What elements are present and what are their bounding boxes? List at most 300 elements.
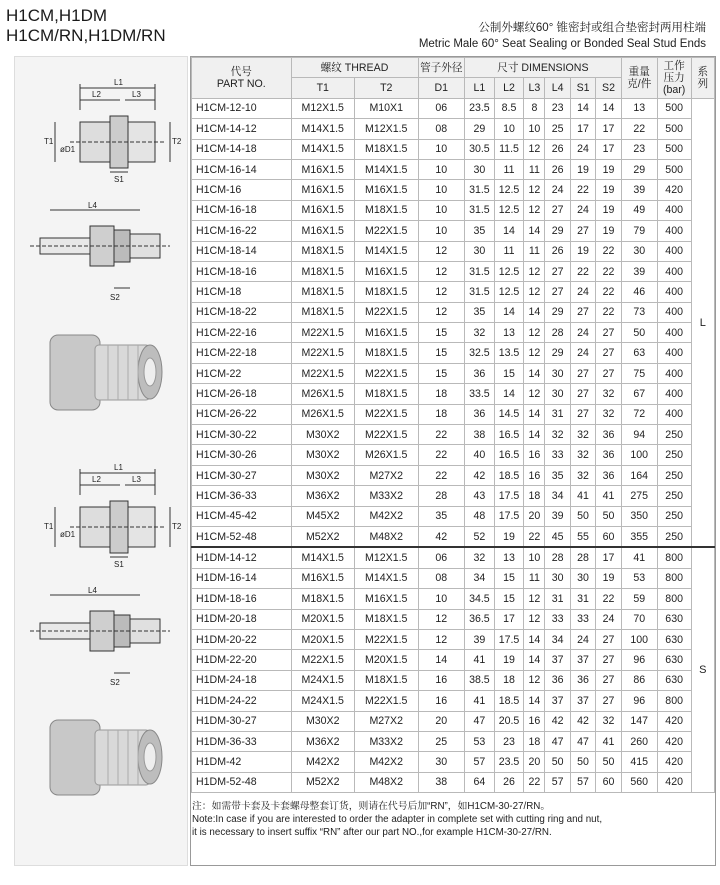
- table-cell: 08: [418, 568, 465, 588]
- table-cell: 64: [465, 772, 495, 792]
- table-cell: 24: [570, 139, 595, 159]
- table-cell: 15: [418, 323, 465, 343]
- part-no-cell: H1CM-22-16: [192, 323, 292, 343]
- table-cell: 47: [545, 731, 570, 751]
- table-cell: 73: [621, 302, 657, 322]
- table-cell: 14: [524, 650, 545, 670]
- part-no-cell: H1CM-16-18: [192, 200, 292, 220]
- table-cell: 500: [657, 119, 691, 139]
- table-cell: 19: [596, 200, 621, 220]
- table-cell: M30X2: [291, 425, 355, 445]
- table-row: [192, 670, 715, 690]
- table-cell: 32.5: [465, 343, 495, 363]
- label-s1: S1: [114, 175, 124, 184]
- table-cell: 16: [524, 465, 545, 485]
- table-cell: 25: [418, 731, 465, 751]
- table-cell: 48: [465, 506, 495, 526]
- table-cell: M16X1.5: [291, 221, 355, 241]
- table-cell: 10: [524, 547, 545, 568]
- table-cell: 10: [418, 589, 465, 609]
- table-cell: 42: [465, 465, 495, 485]
- table-cell: 22: [524, 772, 545, 792]
- subtitle: [419, 20, 706, 52]
- table-cell: 24: [545, 180, 570, 200]
- table-cell: 37: [570, 650, 595, 670]
- table-cell: 19: [596, 180, 621, 200]
- series-cell: L: [691, 98, 714, 547]
- label-l2-b: L2: [92, 475, 101, 484]
- table-cell: 500: [657, 98, 691, 118]
- table-cell: 79: [621, 221, 657, 241]
- table-cell: 40: [465, 445, 495, 465]
- table-cell: 31: [570, 589, 595, 609]
- table-cell: 50: [570, 752, 595, 772]
- table-cell: M20X1.5: [355, 650, 419, 670]
- table-cell: M14X1.5: [291, 119, 355, 139]
- h1cm-dimension-drawing: [20, 70, 180, 190]
- table-cell: 400: [657, 363, 691, 383]
- table-cell: 24: [596, 609, 621, 629]
- table-cell: 630: [657, 650, 691, 670]
- note-cn: 注：如需带卡套及卡套螺母整套订货，则请在代号后加“RN”，如H1CM-30-27/RN。: [192, 801, 551, 812]
- table-cell: 16: [524, 445, 545, 465]
- table-cell: 47: [570, 731, 595, 751]
- table-cell: 30: [545, 568, 570, 588]
- table-cell: M16X1.5: [355, 589, 419, 609]
- table-cell: 15: [418, 363, 465, 383]
- table-cell: 53: [465, 731, 495, 751]
- table-cell: 15: [494, 589, 524, 609]
- table-cell: M18X1.5: [355, 609, 419, 629]
- table-cell: 20: [418, 711, 465, 731]
- header-l2: L2: [494, 78, 524, 98]
- table-cell: M22X1.5: [355, 302, 419, 322]
- table-cell: 27: [596, 650, 621, 670]
- table-cell: 35: [418, 506, 465, 526]
- header-part-en: PART NO.: [216, 77, 266, 90]
- part-no-cell: H1DM-16-14: [192, 568, 292, 588]
- table-cell: 11: [494, 159, 524, 179]
- table-cell: 14: [524, 363, 545, 383]
- table-row: [192, 343, 715, 363]
- table-cell: M14X1.5: [355, 241, 419, 261]
- table-cell: M18X1.5: [291, 589, 355, 609]
- table-cell: 57: [570, 772, 595, 792]
- table-cell: 22: [596, 241, 621, 261]
- table-cell: 94: [621, 425, 657, 445]
- table-cell: 31.5: [465, 282, 495, 302]
- table-cell: 11: [524, 159, 545, 179]
- table-cell: 400: [657, 384, 691, 404]
- table-cell: 12: [418, 282, 465, 302]
- table-cell: 37: [570, 691, 595, 711]
- table-cell: 100: [621, 629, 657, 649]
- table-cell: 06: [418, 98, 465, 118]
- part-no-cell: H1CM-52-48: [192, 526, 292, 547]
- table-cell: M26X1.5: [291, 404, 355, 424]
- table-cell: 420: [657, 731, 691, 751]
- h1cm-product-photo: [20, 320, 180, 425]
- label-l3: L3: [132, 90, 141, 99]
- table-cell: 10: [418, 200, 465, 220]
- table-cell: 19: [596, 159, 621, 179]
- table-cell: M45X2: [291, 506, 355, 526]
- table-cell: 12: [418, 629, 465, 649]
- label-t1: T1: [44, 137, 54, 146]
- table-cell: 96: [621, 650, 657, 670]
- table-cell: 250: [657, 425, 691, 445]
- table-cell: M26X1.5: [291, 384, 355, 404]
- table-cell: 400: [657, 200, 691, 220]
- table-row: [192, 486, 715, 506]
- table-cell: 10: [524, 119, 545, 139]
- table-cell: M42X2: [355, 506, 419, 526]
- table-cell: M16X1.5: [291, 568, 355, 588]
- table-cell: 43: [465, 486, 495, 506]
- table-cell: 12: [524, 384, 545, 404]
- table-cell: 400: [657, 241, 691, 261]
- table-cell: 17: [596, 547, 621, 568]
- header-series-l2: 列: [697, 77, 709, 90]
- table-cell: 41: [570, 486, 595, 506]
- table-cell: 41: [596, 731, 621, 751]
- table-cell: 8.5: [494, 98, 524, 118]
- table-cell: 800: [657, 589, 691, 609]
- header-pressure-l1: 工作: [663, 59, 685, 72]
- table-cell: 67: [621, 384, 657, 404]
- table-cell: 37: [545, 650, 570, 670]
- table-row: [192, 465, 715, 485]
- table-cell: 27: [596, 629, 621, 649]
- part-no-cell: H1CM-12-10: [192, 98, 292, 118]
- table-cell: 06: [418, 547, 465, 568]
- table-row: [192, 200, 715, 220]
- table-cell: M16X1.5: [291, 159, 355, 179]
- h1dm-product-photo: [20, 705, 180, 810]
- table-cell: M22X1.5: [355, 363, 419, 383]
- table-cell: 22: [570, 261, 595, 281]
- table-cell: 17: [494, 609, 524, 629]
- table-cell: 14.5: [494, 404, 524, 424]
- table-cell: 275: [621, 486, 657, 506]
- table-cell: M33X2: [355, 486, 419, 506]
- table-cell: 36.5: [465, 609, 495, 629]
- h1dm-dimension-drawing: [20, 455, 180, 575]
- part-no-cell: H1DM-18-16: [192, 589, 292, 609]
- table-cell: 22: [596, 261, 621, 281]
- table-cell: 13: [621, 98, 657, 118]
- table-row: [192, 384, 715, 404]
- table-cell: 22: [524, 526, 545, 547]
- table-cell: 24: [570, 629, 595, 649]
- table-cell: 22: [621, 119, 657, 139]
- table-cell: 32: [465, 547, 495, 568]
- table-cell: 630: [657, 609, 691, 629]
- table-cell: 560: [621, 772, 657, 792]
- table-cell: 22: [418, 465, 465, 485]
- part-no-cell: H1DM-20-18: [192, 609, 292, 629]
- table-cell: 15: [494, 363, 524, 383]
- table-cell: 50: [596, 506, 621, 526]
- table-cell: 29: [545, 343, 570, 363]
- table-cell: 10: [418, 221, 465, 241]
- table-cell: M18X1.5: [291, 261, 355, 281]
- table-cell: M18X1.5: [291, 282, 355, 302]
- table-cell: M16X1.5: [355, 323, 419, 343]
- table-cell: 60: [596, 526, 621, 547]
- label-t2-b: T2: [172, 522, 182, 531]
- header-series: [691, 58, 714, 99]
- header-part-no: [192, 58, 292, 99]
- table-cell: 41: [465, 650, 495, 670]
- header-weight-l2: 克/件: [627, 77, 652, 90]
- table-cell: 86: [621, 670, 657, 690]
- table-cell: 50: [596, 752, 621, 772]
- table-cell: 630: [657, 629, 691, 649]
- table-cell: 400: [657, 343, 691, 363]
- table-cell: M12X1.5: [355, 119, 419, 139]
- table-cell: 20: [524, 506, 545, 526]
- table-cell: 42: [545, 711, 570, 731]
- table-cell: 36: [596, 465, 621, 485]
- table-cell: 250: [657, 486, 691, 506]
- header-pressure-l2: 压力: [663, 71, 685, 84]
- table-cell: 19: [596, 568, 621, 588]
- table-cell: 34: [465, 568, 495, 588]
- table-cell: 17: [596, 139, 621, 159]
- table-cell: 350: [621, 506, 657, 526]
- table-cell: 36: [596, 445, 621, 465]
- table-cell: 39: [545, 506, 570, 526]
- table-row: [192, 650, 715, 670]
- table-cell: 53: [621, 568, 657, 588]
- table-cell: 50: [570, 506, 595, 526]
- note-en-line2: it is necessary to insert suffix “RN” after our part NO.,for example H1CM-30-27/RN.: [192, 827, 552, 838]
- table-row: [192, 363, 715, 383]
- table-cell: 18.5: [494, 691, 524, 711]
- table-cell: 800: [657, 568, 691, 588]
- table-cell: 355: [621, 526, 657, 547]
- table-cell: M22X1.5: [355, 221, 419, 241]
- table-cell: 30: [465, 159, 495, 179]
- table-cell: 23: [545, 98, 570, 118]
- table-cell: 45: [545, 526, 570, 547]
- table-cell: 41: [621, 547, 657, 568]
- table-cell: M16X1.5: [355, 261, 419, 281]
- table-row: [192, 425, 715, 445]
- table-cell: 31: [545, 404, 570, 424]
- table-cell: 23: [494, 731, 524, 751]
- header-weight-l1: 重量: [628, 65, 650, 78]
- table-cell: 32: [596, 711, 621, 731]
- table-cell: 26: [545, 139, 570, 159]
- table-cell: 30: [545, 384, 570, 404]
- table-cell: 33: [545, 609, 570, 629]
- table-cell: M12X1.5: [291, 98, 355, 118]
- table-cell: 30: [418, 752, 465, 772]
- table-cell: 32: [596, 404, 621, 424]
- spec-table-body: [192, 98, 715, 792]
- table-cell: M14X1.5: [291, 547, 355, 568]
- table-cell: 34: [545, 486, 570, 506]
- table-cell: M16X1.5: [291, 200, 355, 220]
- table-cell: M12X1.5: [355, 547, 419, 568]
- table-cell: 24: [570, 343, 595, 363]
- table-row: [192, 261, 715, 281]
- table-cell: 30: [545, 363, 570, 383]
- table-cell: 18: [418, 384, 465, 404]
- table-cell: 32: [570, 445, 595, 465]
- table-cell: 12: [524, 589, 545, 609]
- table-cell: M18X1.5: [291, 241, 355, 261]
- table-cell: M20X1.5: [291, 609, 355, 629]
- table-cell: 11: [524, 241, 545, 261]
- table-row: [192, 119, 715, 139]
- table-row: [192, 302, 715, 322]
- table-row: [192, 404, 715, 424]
- table-cell: M14X1.5: [291, 139, 355, 159]
- table-cell: 29: [465, 119, 495, 139]
- part-no-cell: H1DM-22-20: [192, 650, 292, 670]
- table-cell: M48X2: [355, 526, 419, 547]
- table-cell: 420: [657, 711, 691, 731]
- table-cell: 47: [465, 711, 495, 731]
- label-l4: L4: [88, 201, 97, 210]
- part-no-cell: H1CM-16-22: [192, 221, 292, 241]
- spec-table-container: [190, 56, 716, 866]
- table-cell: 17.5: [494, 486, 524, 506]
- table-cell: M30X2: [291, 445, 355, 465]
- table-cell: 12: [524, 609, 545, 629]
- table-cell: 50: [545, 752, 570, 772]
- header-l3: L3: [524, 78, 545, 98]
- table-cell: 35: [545, 465, 570, 485]
- table-cell: 11: [494, 241, 524, 261]
- part-no-cell: H1CM-26-18: [192, 384, 292, 404]
- table-cell: 19: [494, 526, 524, 547]
- table-cell: M22X1.5: [355, 404, 419, 424]
- table-row: [192, 282, 715, 302]
- table-row: [192, 731, 715, 751]
- subtitle-en: Metric Male 60° Seat Sealing or Bonded Seal Stud Ends: [418, 38, 706, 50]
- table-cell: 23: [621, 139, 657, 159]
- table-cell: 12.5: [494, 261, 524, 281]
- table-cell: M18X1.5: [355, 670, 419, 690]
- part-no-cell: H1CM-18: [192, 282, 292, 302]
- table-cell: 19: [494, 650, 524, 670]
- header-tube-od: 管子外径: [418, 58, 465, 78]
- page-title: [6, 6, 166, 46]
- table-cell: M22X1.5: [355, 629, 419, 649]
- header-t2: T2: [355, 78, 419, 98]
- part-no-cell: H1DM-20-22: [192, 629, 292, 649]
- table-cell: 17.5: [494, 629, 524, 649]
- part-no-cell: H1CM-26-22: [192, 404, 292, 424]
- table-cell: 30: [465, 241, 495, 261]
- table-cell: M22X1.5: [355, 425, 419, 445]
- table-cell: 32: [465, 323, 495, 343]
- table-cell: 18: [524, 486, 545, 506]
- part-no-cell: H1CM-18-22: [192, 302, 292, 322]
- table-cell: 420: [657, 752, 691, 772]
- part-no-cell: H1DM-52-48: [192, 772, 292, 792]
- table-cell: 08: [418, 119, 465, 139]
- table-cell: 32: [570, 425, 595, 445]
- table-cell: 29: [621, 159, 657, 179]
- table-cell: 22: [570, 180, 595, 200]
- table-cell: 800: [657, 547, 691, 568]
- table-cell: 14: [494, 384, 524, 404]
- table-cell: 39: [621, 180, 657, 200]
- table-cell: M27X2: [355, 465, 419, 485]
- table-cell: M33X2: [355, 731, 419, 751]
- part-no-cell: H1CM-14-18: [192, 139, 292, 159]
- table-cell: 96: [621, 691, 657, 711]
- table-cell: 36: [596, 425, 621, 445]
- table-cell: 26: [545, 159, 570, 179]
- table-cell: 35: [465, 302, 495, 322]
- table-cell: 24: [570, 200, 595, 220]
- table-row: [192, 772, 715, 792]
- table-cell: 41: [465, 691, 495, 711]
- table-cell: 31.5: [465, 180, 495, 200]
- table-cell: 28: [545, 547, 570, 568]
- label-t2: T2: [172, 137, 182, 146]
- table-cell: 27: [596, 323, 621, 343]
- table-row: [192, 547, 715, 568]
- table-cell: M18X1.5: [291, 302, 355, 322]
- header-thread: 螺纹 THREAD: [291, 58, 418, 78]
- table-row: [192, 609, 715, 629]
- part-no-cell: H1DM-24-22: [192, 691, 292, 711]
- label-l1: L1: [114, 78, 123, 87]
- table-cell: M18X1.5: [355, 384, 419, 404]
- label-s2-b: S2: [110, 678, 120, 687]
- table-cell: 10: [418, 180, 465, 200]
- table-cell: 31.5: [465, 261, 495, 281]
- part-no-cell: H1CM-30-22: [192, 425, 292, 445]
- table-cell: 42: [418, 526, 465, 547]
- table-cell: M18X1.5: [355, 282, 419, 302]
- spec-table: [191, 57, 715, 793]
- table-cell: 250: [657, 445, 691, 465]
- table-cell: 12: [524, 200, 545, 220]
- table-cell: 34: [545, 629, 570, 649]
- table-cell: 11.5: [494, 139, 524, 159]
- part-no-cell: H1CM-30-26: [192, 445, 292, 465]
- table-cell: 28: [418, 486, 465, 506]
- table-row: [192, 221, 715, 241]
- table-cell: M24X1.5: [291, 670, 355, 690]
- table-cell: 8: [524, 98, 545, 118]
- table-cell: 14: [524, 629, 545, 649]
- part-no-cell: H1CM-18-16: [192, 261, 292, 281]
- table-cell: 38: [465, 425, 495, 445]
- table-cell: 39: [465, 629, 495, 649]
- table-cell: 14: [524, 425, 545, 445]
- table-cell: 27: [545, 261, 570, 281]
- label-s1-b: S1: [114, 560, 124, 569]
- table-cell: M48X2: [355, 772, 419, 792]
- header-weight: [621, 58, 657, 99]
- table-cell: 15: [494, 568, 524, 588]
- table-cell: 17: [570, 119, 595, 139]
- table-cell: 19: [570, 159, 595, 179]
- table-cell: 10: [418, 159, 465, 179]
- table-cell: 20.5: [494, 711, 524, 731]
- table-cell: 70: [621, 609, 657, 629]
- table-cell: 12: [418, 609, 465, 629]
